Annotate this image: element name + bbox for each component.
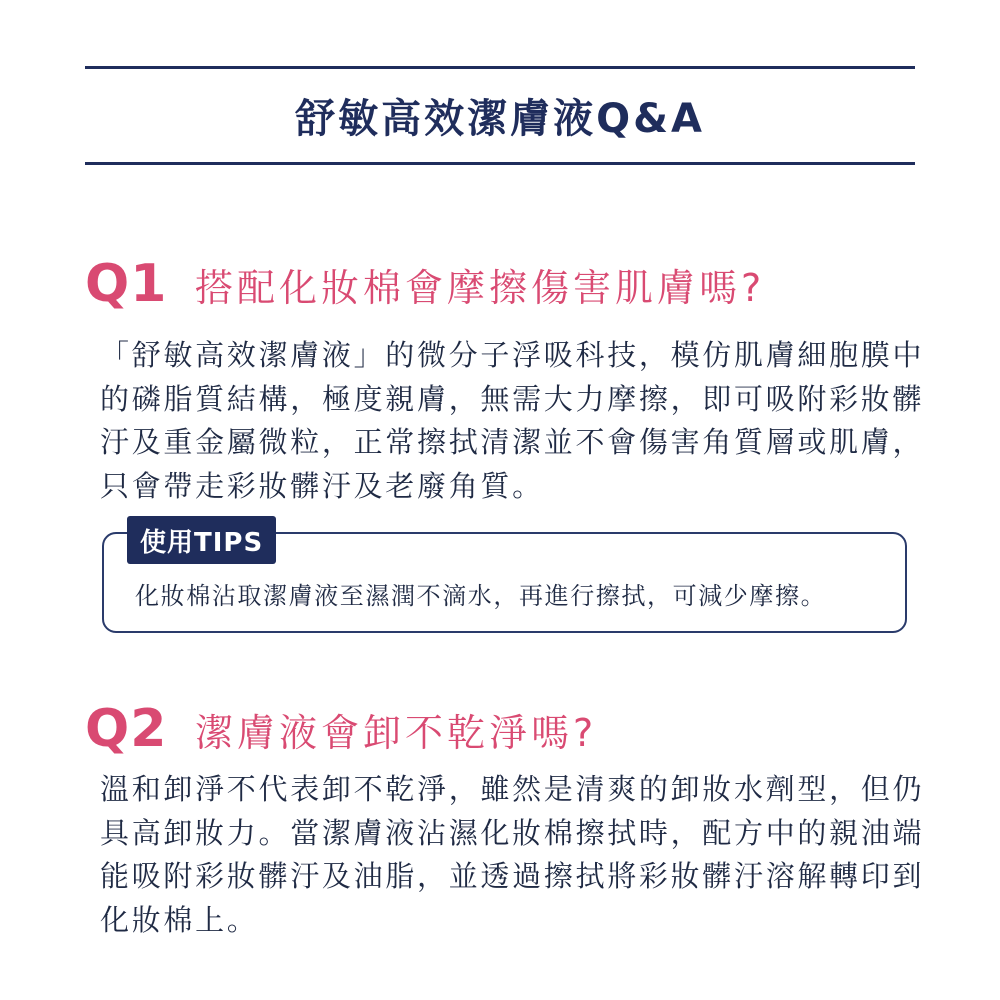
page-title: 舒敏高效潔膚液Q&A [295, 96, 705, 142]
tips-badge: 使用TIPS [127, 516, 276, 564]
question-number: Q2 [85, 699, 168, 759]
question-text: 搭配化妝棉會摩擦傷害肌膚嗎? [195, 265, 766, 310]
answer-text: 「舒敏高效潔膚液」的微分子浮吸科技，模仿肌膚細胞膜中的磷脂質結構，極度親膚，無需大力摩擦，即可吸附彩妝髒汙及重金屬微粒，正常擦拭清潔並不會傷害角質層或肌膚，只會帶走彩妝髒汙及老廢角質。 [100, 338, 925, 503]
question-heading [85, 697, 925, 761]
tips-text: 化妝棉沾取潔膚液至濕潤不滴水，再進行擦拭，可減少摩擦。 [135, 582, 827, 610]
question-text: 潔膚液會卸不乾淨嗎? [195, 710, 598, 755]
answer-text: 溫和卸淨不代表卸不乾淨，雖然是清爽的卸妝水劑型，但仍具高卸妝力。當潔膚液沾濕化妝棉擦拭時，配方中的親油端能吸附彩妝髒汙及油脂，並透過擦拭將彩妝髒汙溶解轉印到化妝棉上。 [100, 772, 925, 937]
title-bottom-rule [85, 162, 915, 165]
question-number: Q1 [85, 254, 168, 314]
question-heading [85, 252, 925, 316]
